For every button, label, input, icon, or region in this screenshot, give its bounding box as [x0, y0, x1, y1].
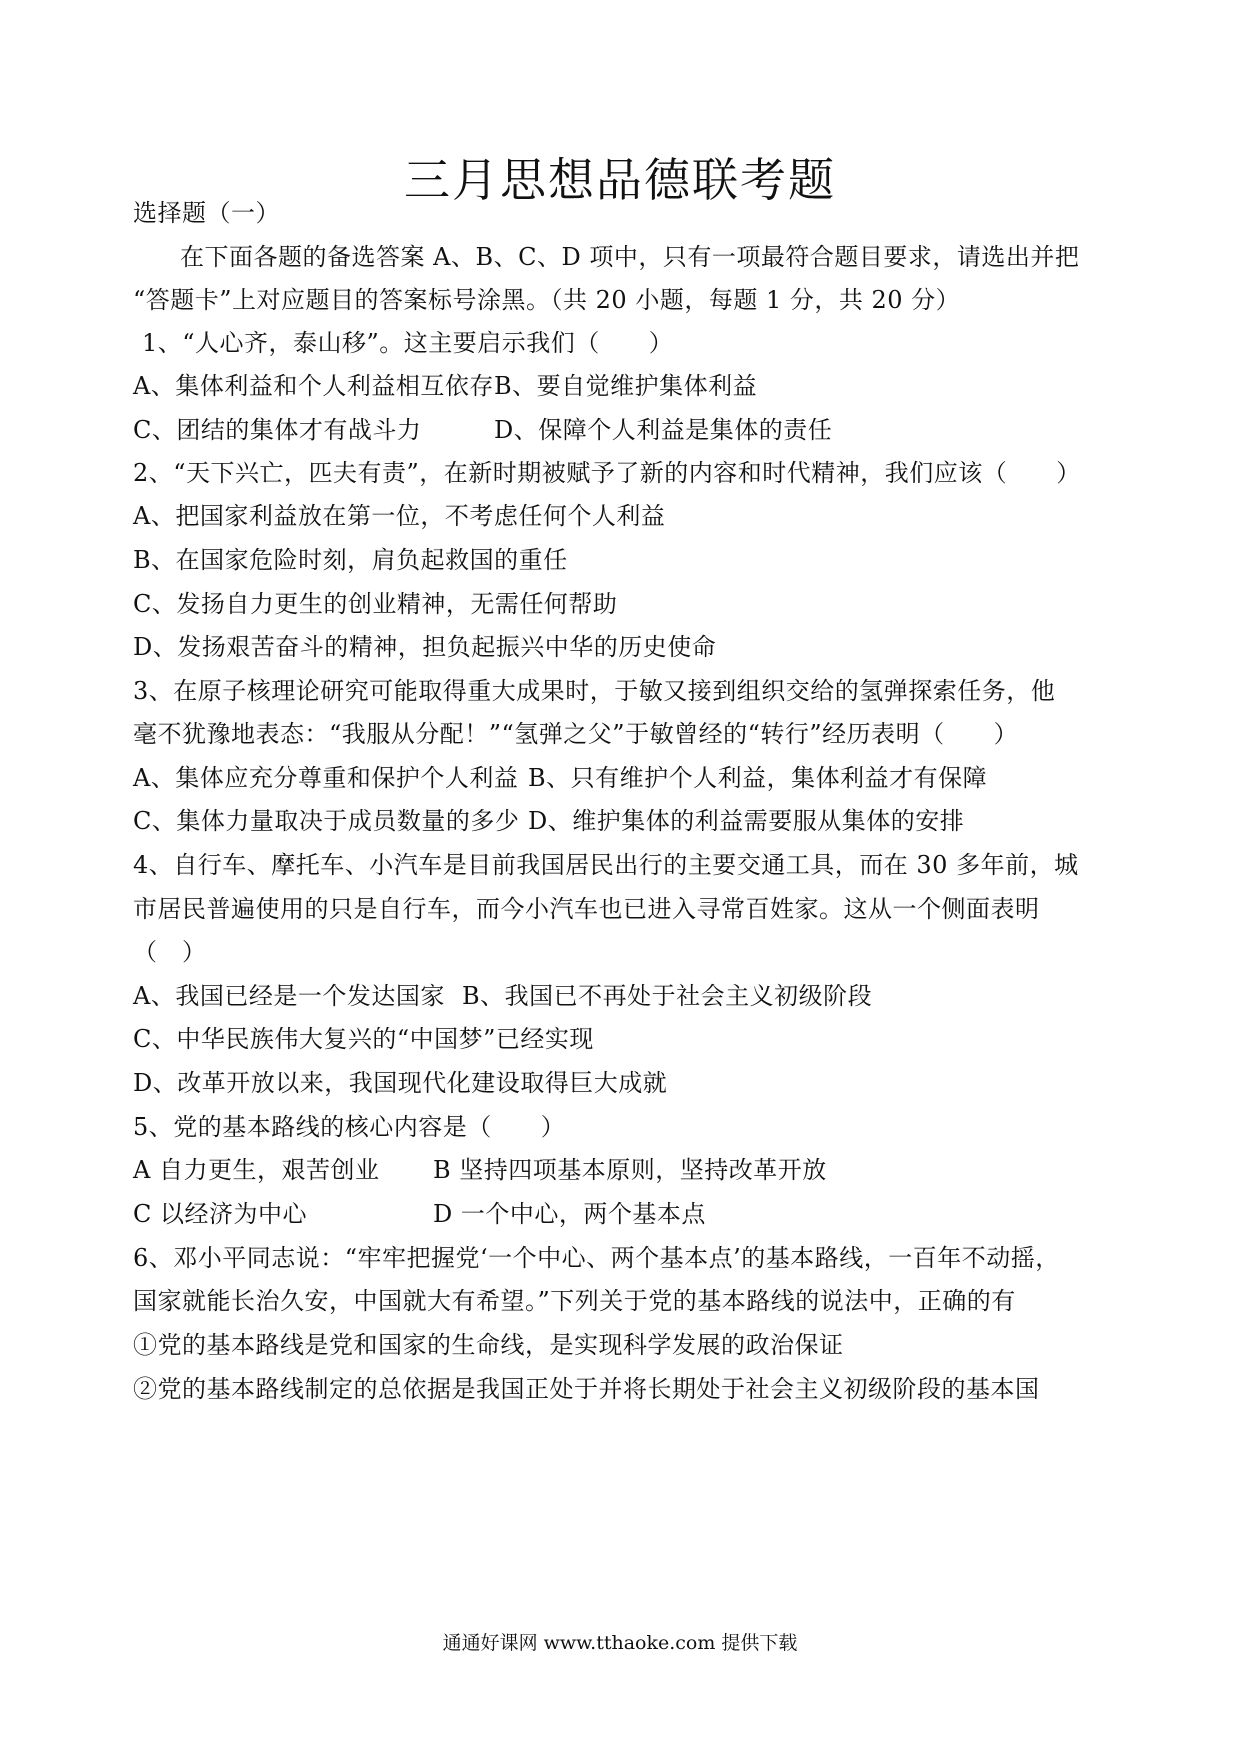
- question-5-option-d: D 一个中心，两个基本点: [433, 1200, 706, 1228]
- question-1-option-c: C、团结的集体才有战斗力: [133, 416, 422, 444]
- instruction-line-2: “答题卡”上对应题目的答案标号涂黑。（共 20 小题，每题 1 分，共 20 分）: [133, 286, 961, 314]
- question-2-stem: 2、“天下兴亡，匹夫有责”，在新时期被赋予了新的内容和时代精神，我们应该（ ）: [133, 459, 1081, 487]
- question-2-option-b: B、在国家危险时刻，肩负起救国的重任: [133, 546, 568, 574]
- question-3-option-b: B、只有维护个人利益，集体利益才有保障: [528, 764, 988, 792]
- question-4-option-a: A、我国已经是一个发达国家: [133, 982, 445, 1010]
- question-3-stem-line-1: 3、在原子核理论研究可能取得重大成果时，于敏又接到组织交给的氢弹探索任务，他: [133, 677, 1056, 705]
- question-2-option-d: D、发扬艰苦奋斗的精神，担负起振兴中华的历史使命: [133, 633, 717, 661]
- question-3-option-c: C、集体力量取决于成员数量的多少: [133, 807, 520, 835]
- question-6-stem-line-1: 6、邓小平同志说：“牢牢把握党‘一个中心、两个基本点’的基本路线，一百年不动摇，: [133, 1244, 1060, 1272]
- question-6-statement-1: ①党的基本路线是党和国家的生命线，是实现科学发展的政治保证: [133, 1331, 844, 1359]
- question-1-option-d: D、保障个人利益是集体的责任: [494, 416, 833, 444]
- question-3-stem-line-2: 毫不犹豫地表态：“我服从分配！”“氢弹之父”于敏曾经的“转行”经历表明（ ）: [133, 720, 1019, 748]
- question-1-stem: 1、“人心齐，泰山移”。这主要启示我们（ ）: [142, 329, 674, 357]
- question-4-option-d: D、改革开放以来，我国现代化建设取得巨大成就: [133, 1069, 668, 1097]
- page-title: 三月思想品德联考题: [404, 153, 836, 207]
- question-5-stem: 5、党的基本路线的核心内容是（ ）: [133, 1113, 566, 1141]
- question-6-statement-2: ②党的基本路线制定的总依据是我国正处于并将长期处于社会主义初级阶段的基本国: [133, 1375, 1040, 1403]
- question-4-option-c: C、中华民族伟大复兴的“中国梦”已经实现: [133, 1025, 594, 1053]
- question-6-stem-line-2: 国家就能长治久安，中国就大有希望。”下列关于党的基本路线的说法中，正确的有: [133, 1287, 1016, 1315]
- question-4-stem-line-1: 4、自行车、摩托车、小汽车是目前我国居民出行的主要交通工具，而在 30 多年前，城: [133, 851, 1079, 879]
- question-5-option-c: C 以经济为中心: [133, 1200, 307, 1228]
- section-heading: 选择题（一）: [133, 199, 280, 227]
- question-1-option-b: B、要自觉维护集体利益: [494, 372, 758, 400]
- question-4-stem-line-3: （ ）: [133, 938, 207, 966]
- question-1-option-a: A、集体利益和个人利益相互依存: [133, 372, 494, 400]
- question-2-option-a: A、把国家利益放在第一位，不考虑任何个人利益: [133, 502, 666, 530]
- question-3-option-a: A、集体应充分尊重和保护个人利益: [133, 764, 519, 792]
- page-footer: 通通好课网 www.tthaoke.com 提供下载: [442, 1632, 798, 1654]
- question-4-stem-line-2: 市居民普遍使用的只是自行车，而今小汽车也已进入寻常百姓家。这从一个侧面表明: [133, 895, 1040, 923]
- question-4-option-b: B、我国已不再处于社会主义初级阶段: [462, 982, 873, 1010]
- question-2-option-c: C、发扬自力更生的创业精神，无需任何帮助: [133, 590, 618, 618]
- instruction-line-1: 在下面各题的备选答案 A、B、C、D 项中，只有一项最符合题目要求，请选出并把: [180, 243, 1080, 271]
- question-3-option-d: D、维护集体的利益需要服从集体的安排: [528, 807, 965, 835]
- question-5-option-a: A 自力更生，艰苦创业: [133, 1156, 380, 1184]
- question-5-option-b: B 坚持四项基本原则，坚持改革开放: [433, 1156, 827, 1184]
